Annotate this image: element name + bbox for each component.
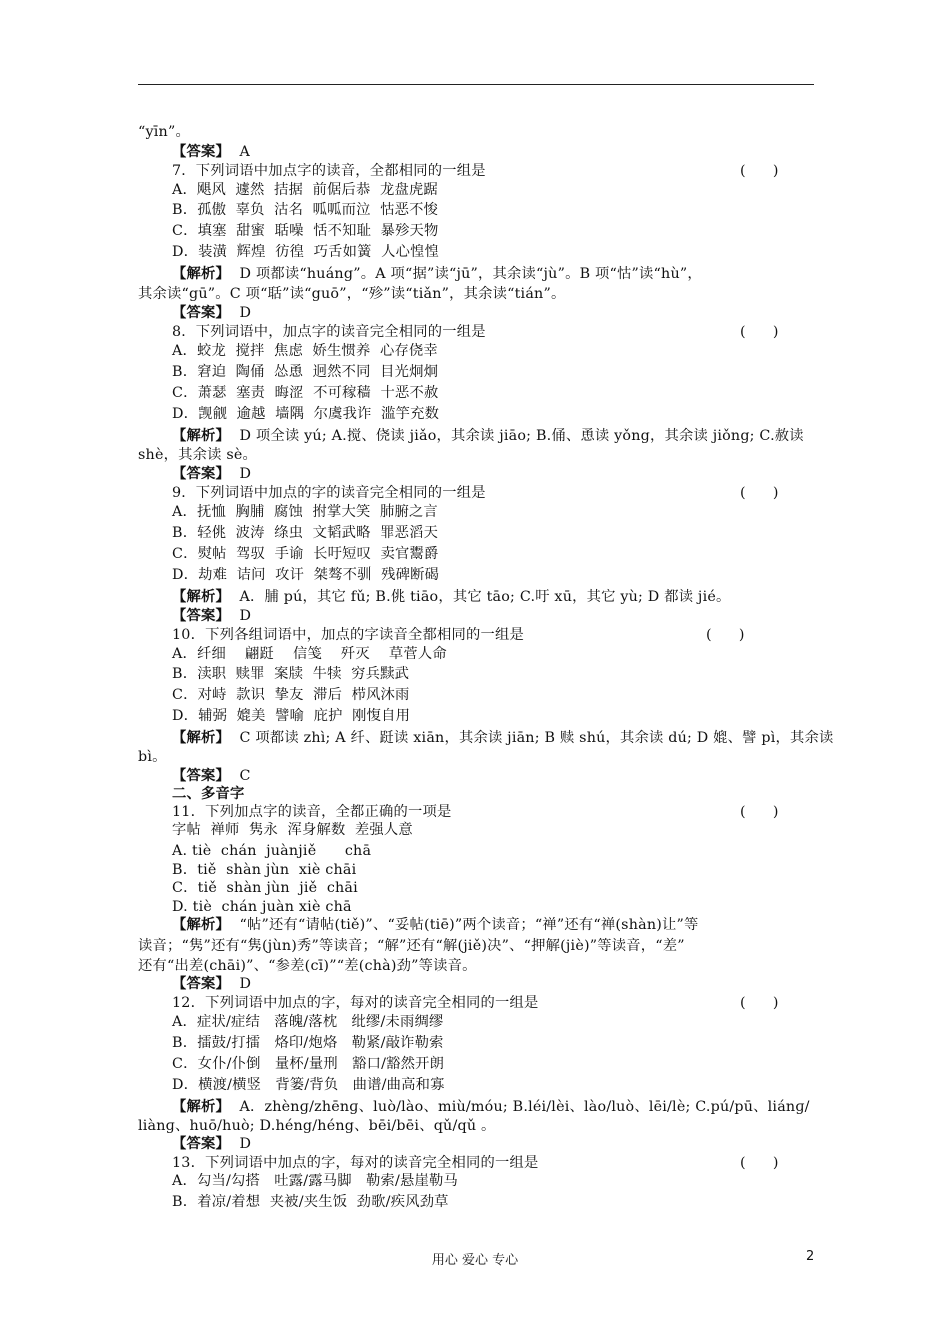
section-label: 【答案】 [172,144,230,160]
text-line: A．飓风 遽然 拮据 前倨后恭 龙盘虎踞 [172,182,438,198]
text-line: 【答案】 D [172,608,252,624]
section-label: 【答案】 [172,1136,230,1152]
text-line: 其余读“gū”。C 项“聒”读“guō”，“殄”读“tiǎn”，其余读“tián”。 [138,286,566,302]
text-line: 还有“出差(chāi)”、“参差(cī)”“差(chà)劲”等读音。 [138,958,477,974]
section-label: 【解析】 [172,589,230,605]
text-line: 9．下列词语中加点的字的读音完全相同的一组是 [172,485,486,501]
answer-blank: ( ) [740,1155,779,1171]
text-line: C．熨帖 驾驭 手谕 长吁短叹 卖官鬻爵 [172,546,439,562]
page-footer: 用心 爱心 专心 [431,1253,519,1268]
text-line: bì。 [138,749,167,765]
answer-blank: ( ) [740,995,779,1011]
answer-blank: ( ) [740,485,779,501]
text-line: C．萧瑟 塞责 晦涩 不可稼穑 十恶不赦 [172,385,439,401]
text-line: 读音；“隽”还有“隽(jùn)秀”等读音；“解”还有“解(jiě)决”、“押解(jiè)”等读音，“差” [138,938,685,954]
text-line: C．女仆/仆倒 量杯/量刑 豁口/豁然开朗 [172,1056,445,1072]
section-label: 【解析】 [172,730,230,746]
text-line: 7．下列词语中加点字的读音，全都相同的一组是 [172,163,486,179]
answer-blank: ( ) [740,163,779,179]
text-line: 【答案】 D [172,305,252,321]
text-line: B．窘迫 陶俑 怂恿 迥然不同 目光炯炯 [172,364,439,380]
text-line: A．蛟龙 搅拌 焦虑 娇生惯养 心存侥幸 [172,343,438,359]
answer-blank: ( ) [740,804,779,820]
section-label: 【答案】 [172,976,230,992]
text-line: 【答案】 D [172,466,252,482]
text-line: 【解析】 C 项都读 zhì; A 纤、跹读 xiān，其余读 jiān; B 赎 shú，其余读 dú; D 媲、譬 pì，其余读 [172,730,834,746]
page-number: 2 [806,1249,815,1264]
text-line: 【答案】 D [172,976,252,992]
section-label: 【答案】 [172,305,230,321]
text-line: 【答案】 A [172,144,251,160]
section-label: 【解析】 [172,1099,230,1115]
section-label: 【答案】 [172,768,230,784]
section-label: 【答案】 [172,608,230,624]
text-line: A．勾当/勾搭 吐露/露马脚 勒索/悬崖勒马 [172,1173,458,1189]
text-line: A．症状/症结 落魄/落枕 纰缪/未雨绸缪 [172,1014,444,1030]
answer-blank: ( ) [740,324,779,340]
section-label: 【解析】 [172,917,230,933]
text-line: 字帖 禅师 隽永 浑身解数 差强人意 [172,822,413,838]
text-line: A. tiè chán juànjiě chā [172,843,372,859]
text-line: 【答案】 D [172,1136,252,1152]
text-line: A．纤细 翩跹 信笺 歼灭 草菅人命 [172,646,447,662]
text-line: D．劫难 诘问 攻讦 桀骜不驯 残碑断碣 [172,567,440,583]
text-line: 【解析】 D 项全读 yú; A.搅、侥读 jiǎo，其余读 jiāo; B.俑、恿读 yǒng，其余读 jiǒng; C.赦读 [172,428,804,444]
text-line: B．擂鼓/打擂 烙印/炮烙 勒紧/敲诈勒索 [172,1035,444,1051]
text-line: B．渎职 赎罪 案牍 牛犊 穷兵黩武 [172,666,410,682]
text-line: 11．下列加点字的读音，全都正确的一项是 [172,804,452,820]
text-line: 【答案】 C [172,768,251,784]
text-line: B．孤傲 辜负 沽名 呱呱而泣 怙恶不悛 [172,202,439,218]
text-line: 13．下列词语中加点的字，每对的读音完全相同的一组是 [172,1155,539,1171]
text-line: C．对峙 款识 挚友 滞后 栉风沐雨 [172,687,410,703]
text-line: D．觊觎 逾越 墙隅 尔虞我诈 滥竽充数 [172,406,440,422]
text-line: shè，其余读 sè。 [138,447,258,463]
answer-blank: ( ) [706,627,745,643]
text-line: C．tiě shàn jùn jiě chāi [172,880,358,896]
text-line: 12．下列词语中加点的字，每对的读音完全相同的一组是 [172,995,539,1011]
text-line: 【解析】 “帖”还有“请帖(tiě)”、“妥帖(tiē)”两个读音；“禅”还有“禅(shàn)让”等 [172,917,699,933]
text-line: 【解析】 A．脯 pú，其它 fǔ; B.佻 tiāo，其它 tāo; C.吁 xū，其它 yù; D 都读 jié。 [172,589,731,605]
text-line: 8．下列词语中，加点字的读音完全相同的一组是 [172,324,486,340]
section-label: 【答案】 [172,466,230,482]
text-line: B．tiě shàn jùn xiè chāi [172,862,357,878]
text-line: D．辅弼 媲美 譬喻 庇护 刚愎自用 [172,708,411,724]
text-line: 【解析】 A．zhènɡ/zhēnɡ、luò/lào、miù/móu; B.léi/lèi、lào/luò、lēi/lè; C.pú/pū、liánɡ/ [172,1099,810,1115]
text-line: B．着凉/着想 夹被/夹生饭 劲歌/疾风劲草 [172,1194,449,1210]
section-label: 【解析】 [172,266,230,282]
text-line: A．抚恤 胸脯 腐蚀 拊掌大笑 肺腑之言 [172,504,438,520]
text-line: 二、多音字 [172,786,245,802]
section-label: 【解析】 [172,428,230,444]
text-line: liànɡ、huō/huò; D.héng/héng、bēi/bēi、qǔ/qǔ 。 [138,1118,496,1134]
text-line: “yīn”。 [138,124,190,140]
text-line: D．横渡/横竖 背篓/背负 曲谱/曲高和寡 [172,1077,445,1093]
text-line: D. tiè chán juàn xiè chā [172,899,352,915]
text-line: D．装潢 辉煌 彷徨 巧舌如簧 人心惶惶 [172,244,440,260]
text-line: 【解析】 D 项都读“huáng”。A 项“据”读“jū”，其余读“jù”。B 项“怙”读“hù”， [172,266,702,282]
text-line: C．填塞 甜蜜 聒噪 恬不知耻 暴殄天物 [172,223,439,239]
text-line: B．轻佻 波涛 绦虫 文韬武略 罪恶滔天 [172,525,439,541]
text-line: 10．下列各组词语中，加点的字读音全都相同的一组是 [172,627,525,643]
header-rule [138,84,814,85]
